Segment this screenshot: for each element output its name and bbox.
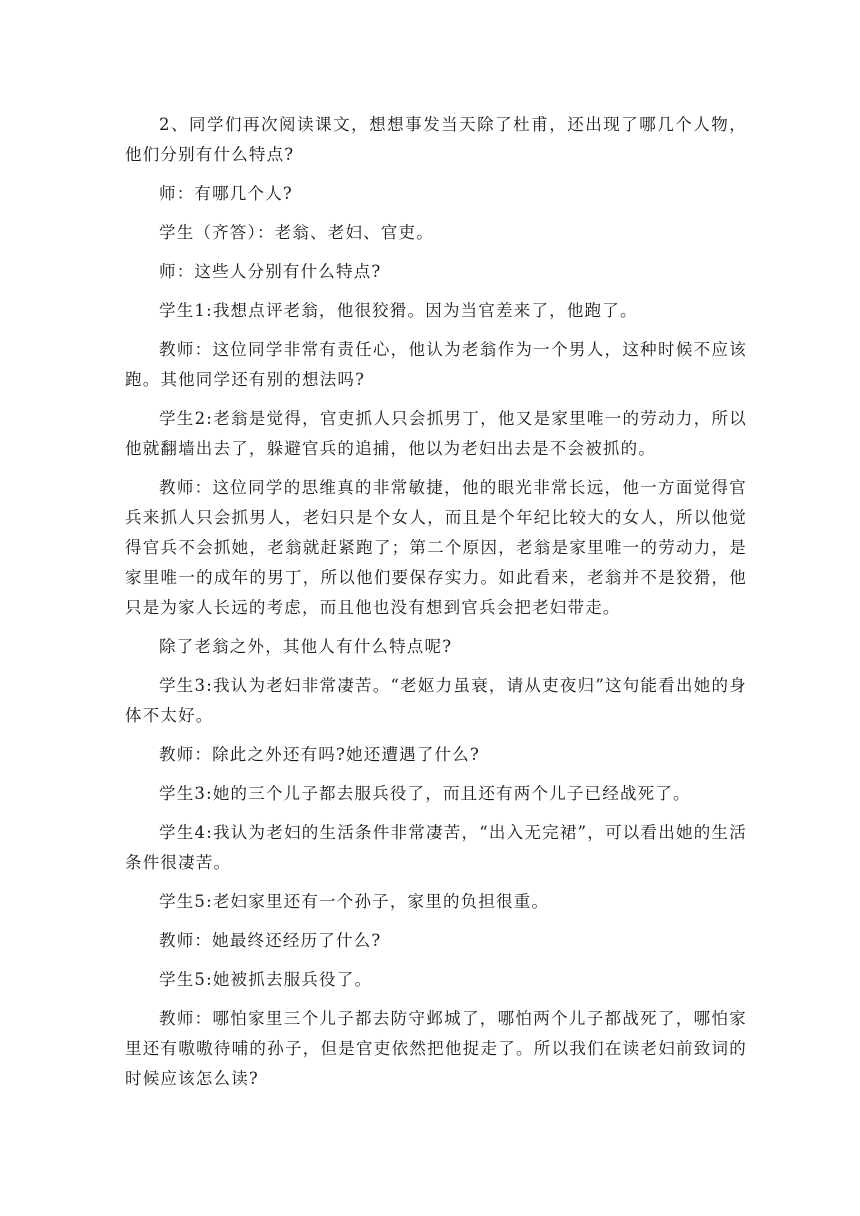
paragraph-student-2: 学生2:老翁是觉得，官吏抓人只会抓男丁，他又是家里唯一的劳动力，所以他就翻墙出去了，躲避官兵的追捕，他以为老妇出去是不会被抓的。 (125, 409, 747, 458)
paragraph-teacher: 师：有哪几个人? (159, 184, 293, 203)
paragraph-teacher: 教师：除此之外还有吗?她还遭遇了什么? (159, 745, 480, 764)
paragraph-teacher-question: 除了老翁之外，其他人有什么特点呢? (159, 637, 453, 656)
paragraph-students-chorus: 学生（齐答）：老翁、老妇、官吏。 (159, 223, 434, 242)
paragraph-teacher: 教师：她最终还经历了什么? (159, 931, 382, 950)
paragraph-teacher: 教师：这位同学的思维真的非常敏捷，他的眼光非常长远，他一方面觉得官兵来抓人只会抓男人，老妇只是个女人，而且是个年纪比较大的女人，所以他觉得官兵不会抓她，老翁就赶紧跑了；第二个原因，老翁是家里唯一的劳动力，是家里唯一的成年的男丁，所以他们要保存实力。如此看来，老翁并不是狡猾，他只是为家人长远的考虑，而且他也没有想到官兵会把老妇带走。 (125, 478, 747, 617)
paragraph-question: 2、同学们再次阅读课文，想想事发当天除了杜甫，还出现了哪几个人物，他们分别有什么特点? (125, 115, 747, 164)
paragraph-student-5: 学生5:她被抓去服兵役了。 (159, 970, 373, 989)
paragraph-student-3: 学生3:我认为老妇非常凄苦。“老妪力虽衰，请从吏夜归”这句能看出她的身体不太好。 (125, 676, 747, 725)
paragraph-student-1: 学生1:我想点评老翁，他很狡猾。因为当官差来了，他跑了。 (159, 301, 638, 320)
paragraph-student-5: 学生5:老妇家里还有一个孙子，家里的负担很重。 (159, 892, 550, 911)
paragraph-student-3: 学生3:她的三个儿子都去服兵役了，而且还有两个儿子已经战死了。 (159, 784, 691, 803)
paragraph-teacher: 教师：哪怕家里三个儿子都去防守邺城了，哪怕两个儿子都战死了，哪怕家里还有嗷嗷待哺的孙子，但是官吏依然把他捉走了。所以我们在读老妇前致词的时候应该怎么读? (125, 1009, 747, 1088)
paragraph-teacher: 教师：这位同学非常有责任心，他认为老翁作为一个男人，这种时候不应该跑。其他同学还有别的想法吗? (125, 340, 747, 389)
document-page (125, 110, 747, 1103)
paragraph-student-4: 学生4:我认为老妇的生活条件非常凄苦，“出入无完裙”，可以看出她的生活条件很凄苦。 (125, 823, 747, 872)
paragraph-teacher: 师：这些人分别有什么特点? (159, 262, 382, 281)
